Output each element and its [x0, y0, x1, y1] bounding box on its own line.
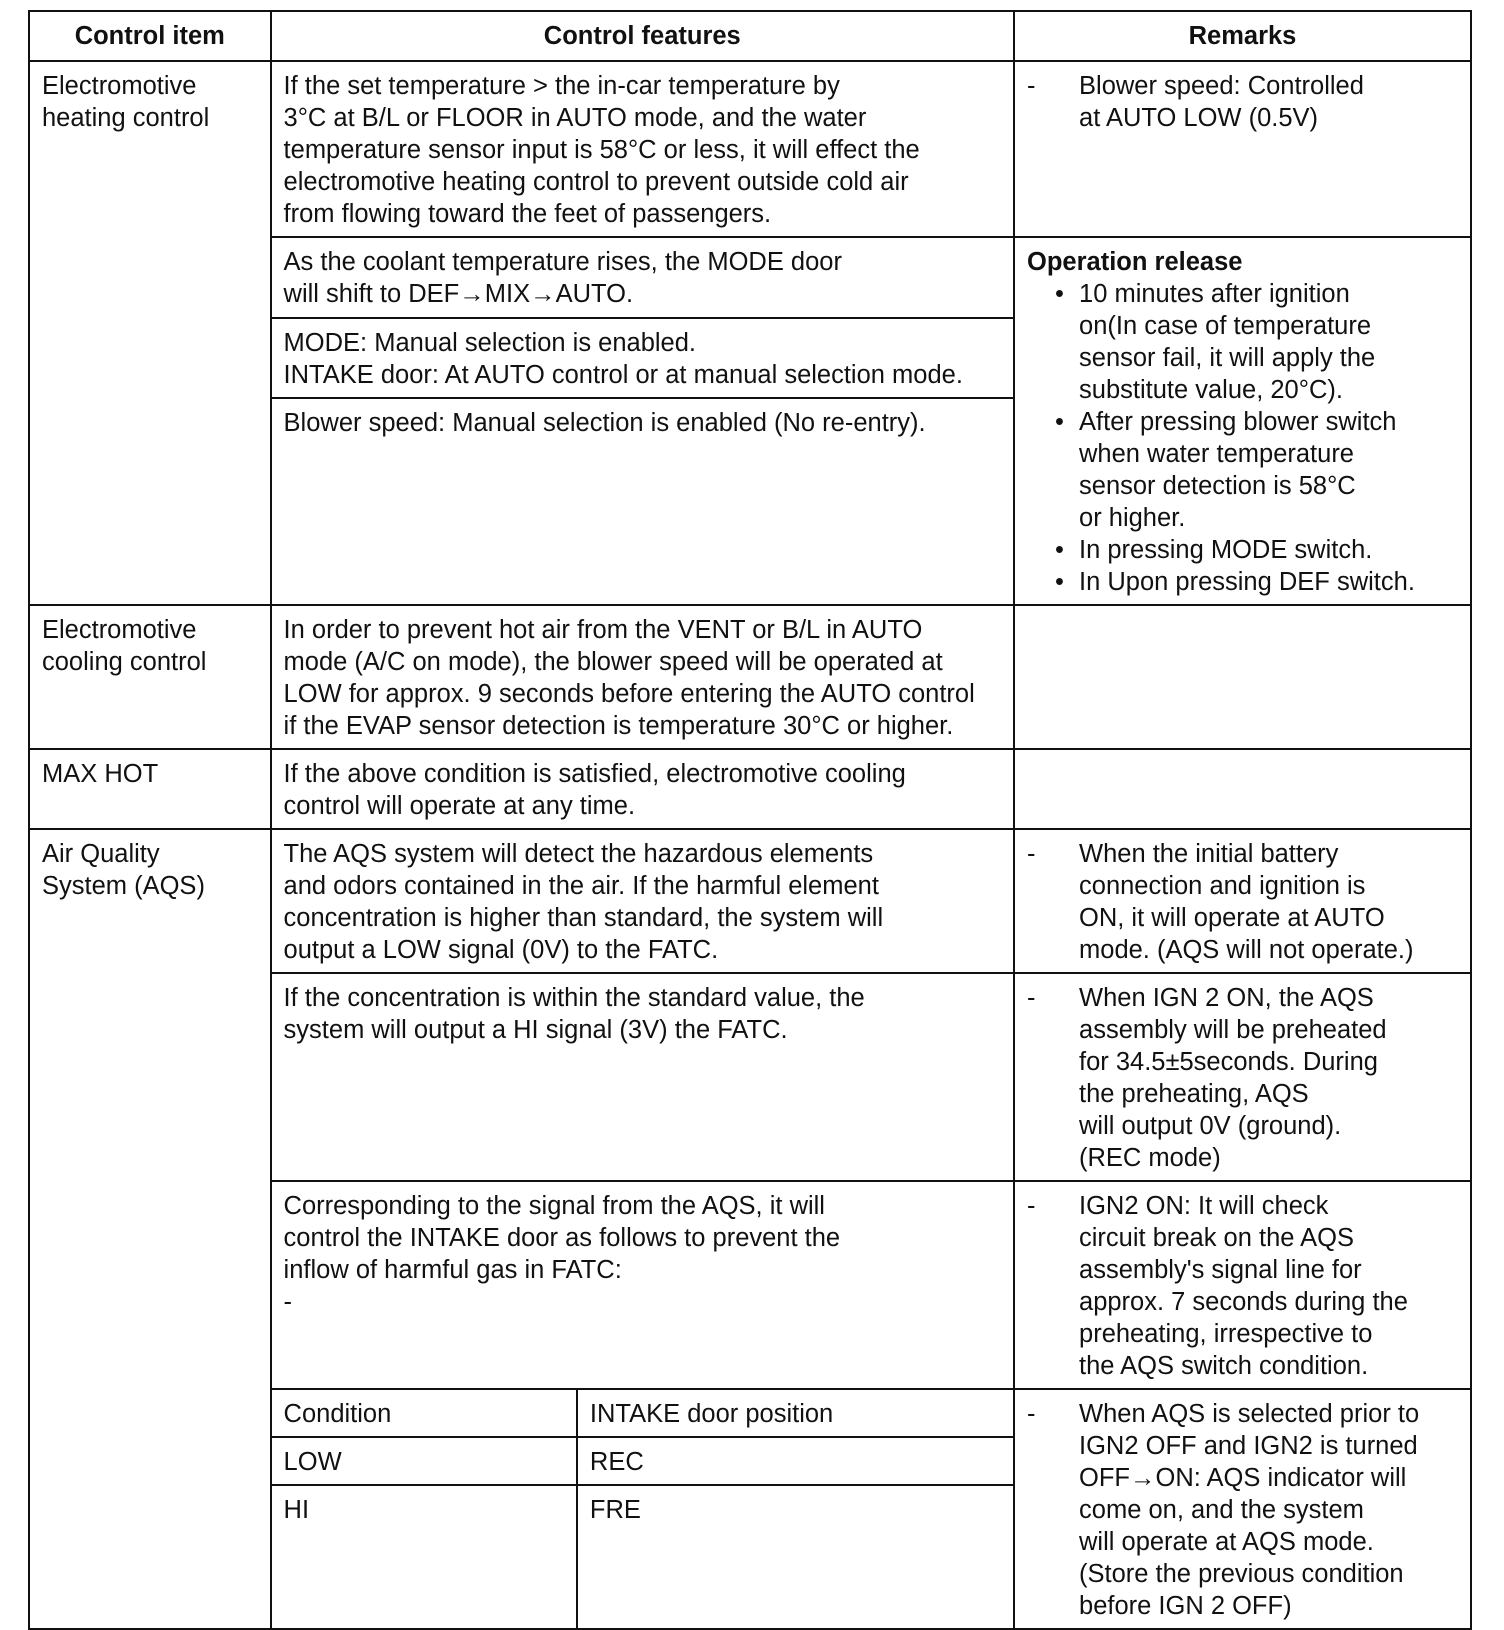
sub-cell-position: FRE: [577, 1485, 1014, 1629]
item-heating: [29, 61, 271, 605]
remark-text: Blower speed: Controlled at AUTO LOW (0.5V): [1079, 72, 1364, 132]
header-control-features: Control features: [271, 11, 1014, 61]
sub-cell-position: REC: [577, 1437, 1014, 1485]
remark-cell: [1014, 605, 1471, 749]
remark-text: When the initial battery connection and ignition is ON, it will operate at AUTO mode. (AQS will not operate.): [1079, 840, 1414, 964]
feature-text: In order to prevent hot air from the VENT or B/L in AUTO mode (A/C on mode), the blower speed will be operated at LOW for approx. 9 seconds before entering the AUTO control if the EVAP sensor detection is temperature 30°C or higher.: [283, 616, 975, 740]
feature-cell: [271, 318, 1014, 399]
feature-cell: [271, 398, 1014, 605]
feature-text: The AQS system will detect the hazardous elements and odors contained in the air. If the harmful element concentration is higher than standard, the system will output a LOW signal (0V) to the FATC.: [283, 840, 884, 964]
item-aqs-label: Air Quality System (AQS): [42, 840, 205, 900]
remark-dash: -: [1027, 840, 1036, 868]
feature-text: MODE: Manual selection is enabled. INTAKE door: At AUTO control or at manual selection mode.: [283, 328, 963, 389]
table-row: [29, 605, 1471, 749]
remark-cell: [1014, 1181, 1471, 1389]
remark-dash: -: [1027, 1192, 1036, 1220]
feature-text: Blower speed: Manual selection is enabled (No re-entry).: [283, 409, 926, 438]
remark-dash: -: [1027, 984, 1036, 1012]
remark-text: When AQS is selected prior to IGN2 OFF and IGN2 is turned OFF→ON: AQS indicator will come on, and the system will operate at AQS mode. (Store the previous condition before IGN 2 OFF): [1079, 1400, 1420, 1620]
feature-text: As the coolant temperature rises, the MODE door will shift to DEF→MIX→AUTO.: [283, 248, 842, 308]
remark-dash: -: [1027, 1400, 1036, 1428]
list-item: • After pressing blower switch when water temperature sensor detection is 58°C or higher.: [1049, 406, 1458, 534]
feature-cell: [271, 605, 1014, 749]
item-maxhot: [29, 749, 271, 829]
remark-cell: [1014, 973, 1471, 1181]
table-row: [29, 749, 1471, 829]
remark-cell: [1014, 61, 1471, 237]
item-heating-label: Electromotive heating control: [42, 72, 210, 132]
remark-dash: -: [1027, 72, 1036, 100]
table-header-row: [29, 11, 1471, 61]
item-cooling-label: Electromotive cooling control: [42, 616, 207, 676]
list-item: • In pressing MODE switch.: [1049, 534, 1458, 566]
remark-text: IGN2 ON: It will check circuit break on the AQS assembly's signal line for approx. 7 seconds during the preheating, irrespective to the AQS switch condition.: [1079, 1192, 1408, 1380]
list-item: • In Upon pressing DEF switch.: [1049, 566, 1458, 598]
remark-cell-operation-release: [1014, 237, 1471, 605]
header-remarks: Remarks: [1014, 11, 1471, 61]
control-table: [28, 10, 1472, 1630]
remark-cell: [1014, 1389, 1471, 1629]
feature-cell: [271, 973, 1014, 1181]
sub-cell-condition: HI: [271, 1485, 577, 1629]
operation-release-list: [1027, 278, 1458, 598]
feature-cell: [271, 237, 1014, 318]
list-item: • 10 minutes after ignition on(In case of temperature sensor fail, it will apply the substitute value, 20°C).: [1049, 278, 1458, 406]
feature-cell: [271, 749, 1014, 829]
item-maxhot-label: MAX HOT: [42, 760, 159, 788]
feature-cell: [271, 1181, 1014, 1389]
feature-text: Corresponding to the signal from the AQS, it will control the INTAKE door as follows to prevent the inflow of harmful gas in FATC:: [283, 1192, 841, 1284]
table-row: [29, 829, 1471, 973]
sub-header-condition: Condition: [271, 1389, 577, 1437]
feature-text: If the above condition is satisfied, electromotive cooling control will operate at any time.: [283, 760, 906, 820]
feature-mark: -: [283, 1288, 293, 1316]
operation-release-title: Operation release: [1027, 248, 1243, 276]
item-cooling: [29, 605, 271, 749]
feature-text: If the set temperature > the in-car temperature by 3°C at B/L or FLOOR in AUTO mode, and the water temperature sensor input is 58°C or less, it will effect the electromotive heating control to prevent outside cold air from flowing toward the feet of passengers.: [283, 72, 920, 228]
sub-header-intake-position: INTAKE door position: [577, 1389, 1014, 1437]
remark-cell: [1014, 749, 1471, 829]
remark-text: When IGN 2 ON, the AQS assembly will be preheated for 34.5±5seconds. During the preheating, AQS will output 0V (ground). (REC mode): [1079, 984, 1387, 1172]
header-control-item: Control item: [29, 11, 271, 61]
feature-text: If the concentration is within the standard value, the system will output a HI signal (3V) the FATC.: [283, 984, 865, 1044]
feature-cell: [271, 829, 1014, 973]
table-row: [29, 61, 1471, 237]
sub-cell-condition: LOW: [271, 1437, 577, 1485]
feature-cell: [271, 61, 1014, 237]
item-aqs: [29, 829, 271, 1629]
remark-cell: [1014, 829, 1471, 973]
